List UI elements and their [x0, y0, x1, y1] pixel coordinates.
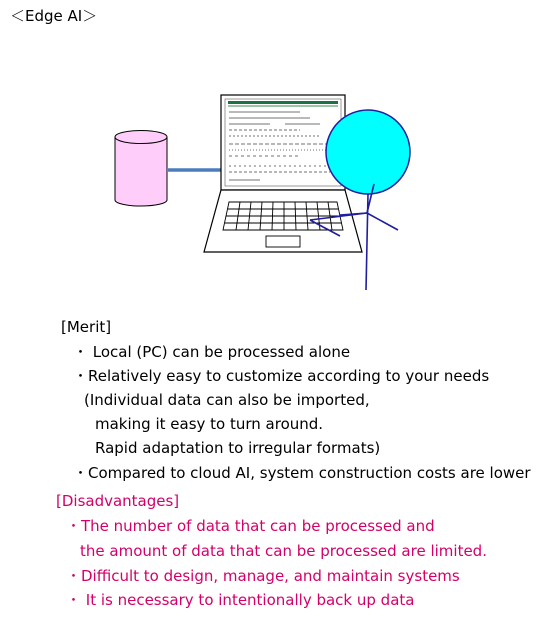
disadvantage-line: ・Difficult to design, manage, and maintain systems [66, 567, 460, 585]
merit-line: ・Compared to cloud AI, system construction costs are lower [73, 464, 531, 482]
edge-ai-illustration [0, 0, 558, 300]
merit-heading: [Merit] [61, 318, 112, 336]
merit-line: ・ Local (PC) can be processed alone [73, 343, 351, 361]
merit-line: (Individual data can also be imported, [84, 391, 370, 409]
database-icon [115, 131, 167, 207]
page-title: ＜Edge AI＞ [10, 7, 98, 25]
disadvantage-line: ・ It is necessary to intentionally back up data [66, 591, 415, 609]
disadvantage-line: ・The number of data that can be processed and [66, 517, 435, 535]
merit-line: making it easy to turn around. [95, 415, 324, 433]
keyboard [223, 202, 343, 230]
merit-line: Rapid adaptation to irregular formats) [95, 439, 381, 457]
merit-line: ・Relatively easy to customize according to your needs [73, 367, 490, 385]
disadvantages-heading: [Disadvantages] [56, 492, 180, 510]
disadvantage-line: the amount of data that can be processed are limited. [80, 542, 487, 560]
